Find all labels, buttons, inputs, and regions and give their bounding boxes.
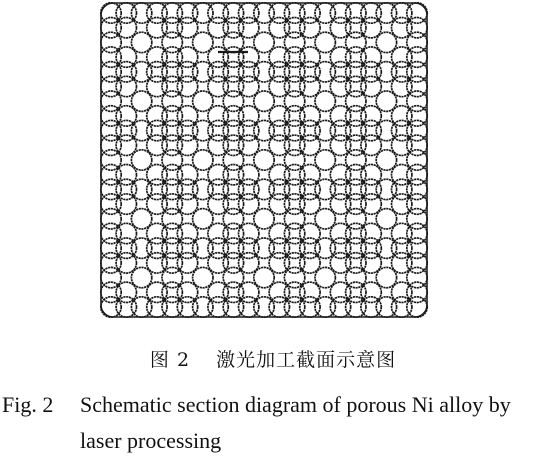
pore-circle bbox=[193, 150, 213, 170]
pore-circle bbox=[361, 253, 381, 273]
pore-circle bbox=[177, 253, 197, 273]
pore-circle bbox=[131, 32, 151, 52]
pore-circle bbox=[376, 32, 396, 52]
pore-circle bbox=[361, 76, 381, 96]
pore-circle bbox=[193, 91, 213, 111]
pore-circle bbox=[131, 209, 151, 229]
pore-circle bbox=[315, 267, 335, 287]
pore-circle bbox=[193, 267, 213, 287]
pore-circle bbox=[131, 150, 151, 170]
pore-circle bbox=[193, 32, 213, 52]
pore-circle bbox=[239, 76, 259, 96]
pore-circle bbox=[315, 91, 335, 111]
pore-circle bbox=[239, 194, 259, 214]
pore-circle bbox=[193, 209, 213, 229]
schematic-section-diagram bbox=[100, 2, 428, 318]
caption-cn-label: 图 2 bbox=[149, 349, 191, 371]
pore-circle bbox=[177, 194, 197, 214]
pore-circle bbox=[300, 76, 320, 96]
pore-circle bbox=[407, 297, 427, 317]
pore-circle bbox=[177, 76, 197, 96]
caption-en-line1-row bbox=[2, 392, 542, 418]
pore-circle bbox=[239, 18, 259, 38]
pore-circle bbox=[361, 18, 381, 38]
pore-circle bbox=[254, 91, 274, 111]
caption-cn bbox=[0, 345, 546, 372]
pore-circle bbox=[116, 135, 136, 155]
pore-circle bbox=[300, 253, 320, 273]
pore-circle bbox=[116, 194, 136, 214]
pore-circle bbox=[254, 267, 274, 287]
pore-circle bbox=[116, 18, 136, 38]
pore-circle bbox=[315, 32, 335, 52]
pore-circle bbox=[376, 209, 396, 229]
pore-circle bbox=[131, 91, 151, 111]
caption-en-line1: Schematic section diagram of porous Ni alloy by bbox=[80, 392, 511, 417]
pore-circle bbox=[254, 209, 274, 229]
pore-circle bbox=[361, 135, 381, 155]
pore-circle bbox=[315, 209, 335, 229]
pore-circle bbox=[300, 194, 320, 214]
pore-circle bbox=[177, 18, 197, 38]
pore-circle bbox=[177, 135, 197, 155]
pore-circle bbox=[300, 135, 320, 155]
pore-circle bbox=[116, 76, 136, 96]
circle-grid bbox=[100, 2, 428, 318]
caption-en-line2: laser processing bbox=[80, 428, 222, 453]
pore-circle bbox=[239, 253, 259, 273]
pore-circle bbox=[300, 18, 320, 38]
pore-circle bbox=[254, 32, 274, 52]
pore-circle bbox=[376, 91, 396, 111]
pore-circle bbox=[376, 150, 396, 170]
caption-cn-text: 激光加工截面示意图 bbox=[216, 349, 397, 371]
pore-circle bbox=[254, 150, 274, 170]
pore-circle bbox=[315, 150, 335, 170]
circle-pattern bbox=[101, 3, 427, 317]
pore-circle bbox=[239, 135, 259, 155]
pore-circle bbox=[361, 194, 381, 214]
pore-circle bbox=[131, 267, 151, 287]
pore-circle bbox=[116, 253, 136, 273]
pore-circle bbox=[376, 267, 396, 287]
caption-en-label: Fig. 2 bbox=[2, 392, 54, 417]
